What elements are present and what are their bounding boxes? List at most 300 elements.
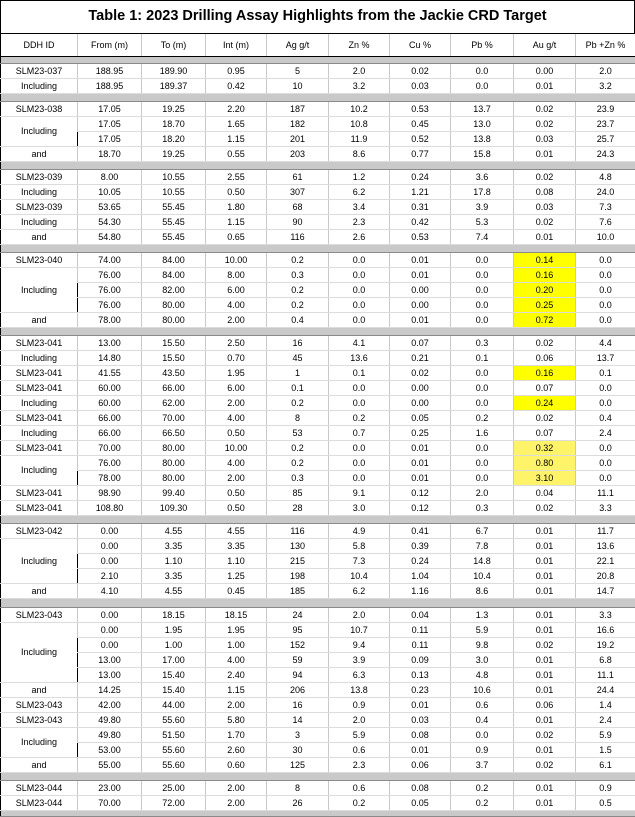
value-cell: 15.40 [142, 668, 206, 683]
table-row [1, 215, 635, 230]
value-cell: 2.6 [329, 230, 390, 245]
value-cell: 0.1 [576, 366, 635, 381]
group-separator [1, 94, 635, 102]
value-cell: 1.10 [142, 554, 206, 569]
value-cell: 109.30 [142, 501, 206, 516]
value-cell: 43.50 [142, 366, 206, 381]
value-cell: 0.41 [390, 524, 451, 539]
value-cell: 14.7 [576, 584, 635, 599]
value-cell: 20.8 [576, 569, 635, 584]
value-cell: 0.9 [329, 698, 390, 713]
value-cell: 8 [267, 411, 329, 426]
value-cell: 0.0 [329, 441, 390, 456]
table-row [1, 336, 635, 351]
header-row [1, 34, 635, 57]
separator-bar [1, 245, 635, 253]
value-cell: 0.95 [206, 64, 267, 79]
value-cell: 0.0 [576, 298, 635, 313]
value-cell: 108.80 [78, 501, 142, 516]
value-cell: 0.05 [390, 411, 451, 426]
au-value-cell: 0.06 [514, 351, 576, 366]
group-separator [1, 516, 635, 524]
separator-bar [1, 773, 635, 781]
value-cell: 15.40 [142, 683, 206, 698]
value-cell: 3 [267, 728, 329, 743]
value-cell: 0.45 [206, 584, 267, 599]
value-cell: 0.01 [390, 698, 451, 713]
value-cell: 11.1 [576, 486, 635, 501]
ddh-id-cell: Including [1, 456, 78, 486]
separator-bar [1, 811, 635, 817]
au-value-cell: 0.00 [514, 64, 576, 79]
ddh-id-cell: Including [1, 426, 78, 441]
value-cell: 0.0 [329, 456, 390, 471]
value-cell: 80.00 [142, 441, 206, 456]
value-cell: 25.00 [142, 781, 206, 796]
value-cell: 0.05 [390, 796, 451, 811]
value-cell: 8 [267, 781, 329, 796]
ddh-id-cell: and [1, 584, 78, 599]
value-cell: 1.15 [206, 683, 267, 698]
value-cell: 116 [267, 230, 329, 245]
value-cell: 0.21 [390, 351, 451, 366]
value-cell: 55.45 [142, 215, 206, 230]
value-cell: 4.00 [206, 298, 267, 313]
value-cell: 80.00 [142, 456, 206, 471]
value-cell: 2.00 [206, 471, 267, 486]
separator-bar [1, 599, 635, 608]
value-cell: 7.3 [329, 554, 390, 569]
value-cell: 7.8 [451, 539, 514, 554]
value-cell: 55.60 [142, 758, 206, 773]
value-cell: 0.4 [576, 411, 635, 426]
au-value-cell: 0.03 [514, 200, 576, 215]
value-cell: 3.0 [451, 653, 514, 668]
value-cell: 17.05 [78, 117, 142, 132]
value-cell: 0.39 [390, 539, 451, 554]
value-cell: 0.01 [390, 471, 451, 486]
value-cell: 0.2 [451, 781, 514, 796]
table-row [1, 170, 635, 185]
value-cell: 9.1 [329, 486, 390, 501]
value-cell: 0.7 [329, 426, 390, 441]
value-cell: 59 [267, 653, 329, 668]
value-cell: 187 [267, 102, 329, 117]
au-value-cell: 0.02 [514, 170, 576, 185]
value-cell: 78.00 [78, 471, 142, 486]
table-row [1, 539, 635, 554]
table-row [1, 569, 635, 584]
separator-bar [1, 57, 635, 64]
value-cell: 19.25 [142, 147, 206, 162]
value-cell: 2.0 [329, 713, 390, 728]
au-value-cell: 0.06 [514, 698, 576, 713]
value-cell: 0.00 [78, 608, 142, 623]
value-cell: 10.4 [329, 569, 390, 584]
value-cell: 80.00 [142, 298, 206, 313]
value-cell: 84.00 [142, 253, 206, 268]
value-cell: 10.55 [142, 170, 206, 185]
table-row [1, 524, 635, 539]
table-header [1, 34, 635, 57]
table-row [1, 298, 635, 313]
table-row [1, 283, 635, 298]
value-cell: 18.20 [142, 132, 206, 147]
value-cell: 6.7 [451, 524, 514, 539]
table-row [1, 64, 635, 79]
table-row [1, 411, 635, 426]
table-row [1, 396, 635, 411]
value-cell: 95 [267, 623, 329, 638]
au-value-cell: 0.03 [514, 132, 576, 147]
value-cell: 0.50 [206, 501, 267, 516]
value-cell: 15.50 [142, 336, 206, 351]
value-cell: 0.50 [206, 426, 267, 441]
value-cell: 0.04 [390, 608, 451, 623]
ddh-id-cell: SLM23-043 [1, 608, 78, 623]
assay-table [0, 33, 635, 817]
value-cell: 1.16 [390, 584, 451, 599]
group-separator [1, 57, 635, 64]
value-cell: 0.00 [390, 298, 451, 313]
value-cell: 2.60 [206, 743, 267, 758]
value-cell: 10.55 [142, 185, 206, 200]
value-cell: 0.4 [267, 313, 329, 328]
au-value-cell: 0.01 [514, 781, 576, 796]
value-cell: 55.00 [78, 758, 142, 773]
value-cell: 1.95 [206, 623, 267, 638]
value-cell: 2.00 [206, 396, 267, 411]
value-cell: 3.0 [329, 501, 390, 516]
value-cell: 42.00 [78, 698, 142, 713]
value-cell: 0.0 [576, 283, 635, 298]
ddh-id-cell: SLM23-044 [1, 796, 78, 811]
value-cell: 4.55 [142, 584, 206, 599]
value-cell: 2.00 [206, 313, 267, 328]
column-header: DDH ID [1, 34, 78, 57]
value-cell: 0.12 [390, 501, 451, 516]
ddh-id-cell: and [1, 683, 78, 698]
value-cell: 1.70 [206, 728, 267, 743]
value-cell: 2.20 [206, 102, 267, 117]
value-cell: 19.25 [142, 102, 206, 117]
value-cell: 17.05 [78, 102, 142, 117]
column-header: Pb % [451, 34, 514, 57]
value-cell: 125 [267, 758, 329, 773]
value-cell: 76.00 [78, 283, 142, 298]
value-cell: 66.00 [78, 426, 142, 441]
au-value-cell: 0.01 [514, 539, 576, 554]
value-cell: 0.9 [576, 781, 635, 796]
value-cell: 74.00 [78, 253, 142, 268]
value-cell: 0.0 [451, 79, 514, 94]
value-cell: 10.05 [78, 185, 142, 200]
table-row [1, 268, 635, 283]
value-cell: 14.25 [78, 683, 142, 698]
value-cell: 5.80 [206, 713, 267, 728]
value-cell: 7.6 [576, 215, 635, 230]
value-cell: 0.0 [451, 64, 514, 79]
value-cell: 0.55 [206, 147, 267, 162]
au-value-cell: 0.72 [514, 313, 576, 328]
separator-bar [1, 94, 635, 102]
value-cell: 66.00 [142, 381, 206, 396]
au-value-cell: 0.14 [514, 253, 576, 268]
table-row [1, 608, 635, 623]
value-cell: 16 [267, 698, 329, 713]
value-cell: 45 [267, 351, 329, 366]
ddh-id-cell: Including [1, 351, 78, 366]
value-cell: 1.95 [206, 366, 267, 381]
value-cell: 0.60 [206, 758, 267, 773]
value-cell: 10.8 [329, 117, 390, 132]
value-cell: 116 [267, 524, 329, 539]
value-cell: 13.0 [451, 117, 514, 132]
value-cell: 0.2 [267, 298, 329, 313]
value-cell: 10 [267, 79, 329, 94]
value-cell: 0.11 [390, 623, 451, 638]
value-cell: 2.55 [206, 170, 267, 185]
value-cell: 0.70 [206, 351, 267, 366]
table-row [1, 554, 635, 569]
ddh-id-cell: SLM23-041 [1, 411, 78, 426]
value-cell: 11.1 [576, 668, 635, 683]
au-value-cell: 0.01 [514, 584, 576, 599]
value-cell: 0.31 [390, 200, 451, 215]
table-row [1, 426, 635, 441]
value-cell: 2.4 [576, 426, 635, 441]
value-cell: 10.00 [206, 253, 267, 268]
value-cell: 3.3 [576, 501, 635, 516]
value-cell: 14 [267, 713, 329, 728]
value-cell: 3.35 [206, 539, 267, 554]
table-row [1, 366, 635, 381]
value-cell: 0.6 [329, 743, 390, 758]
value-cell: 1.10 [206, 554, 267, 569]
au-value-cell: 0.01 [514, 668, 576, 683]
value-cell: 7.3 [576, 200, 635, 215]
ddh-id-cell: SLM23-041 [1, 486, 78, 501]
value-cell: 99.40 [142, 486, 206, 501]
value-cell: 53.65 [78, 200, 142, 215]
value-cell: 4.00 [206, 456, 267, 471]
value-cell: 2.00 [206, 781, 267, 796]
value-cell: 0.0 [576, 456, 635, 471]
value-cell: 3.3 [576, 608, 635, 623]
value-cell: 1.65 [206, 117, 267, 132]
au-value-cell: 0.02 [514, 501, 576, 516]
value-cell: 22.1 [576, 554, 635, 569]
value-cell: 4.8 [576, 170, 635, 185]
au-value-cell: 0.02 [514, 117, 576, 132]
value-cell: 60.00 [78, 381, 142, 396]
value-cell: 201 [267, 132, 329, 147]
value-cell: 0.01 [390, 313, 451, 328]
au-value-cell: 0.02 [514, 336, 576, 351]
value-cell: 188.95 [78, 64, 142, 79]
column-header: Cu % [390, 34, 451, 57]
table-row [1, 501, 635, 516]
value-cell: 0.25 [390, 426, 451, 441]
table-row [1, 623, 635, 638]
value-cell: 53 [267, 426, 329, 441]
value-cell: 11.7 [576, 524, 635, 539]
value-cell: 0.13 [390, 668, 451, 683]
value-cell: 0.0 [451, 366, 514, 381]
value-cell: 5 [267, 64, 329, 79]
value-cell: 0.08 [390, 728, 451, 743]
value-cell: 5.9 [451, 623, 514, 638]
table-row [1, 638, 635, 653]
table-row [1, 713, 635, 728]
value-cell: 9.4 [329, 638, 390, 653]
value-cell: 0.0 [329, 471, 390, 486]
value-cell: 70.00 [142, 411, 206, 426]
value-cell: 0.00 [78, 623, 142, 638]
value-cell: 0.0 [451, 381, 514, 396]
ddh-id-cell: SLM23-039 [1, 170, 78, 185]
value-cell: 16 [267, 336, 329, 351]
value-cell: 0.0 [451, 283, 514, 298]
value-cell: 0.00 [78, 638, 142, 653]
separator-bar [1, 162, 635, 170]
value-cell: 8.00 [206, 268, 267, 283]
value-cell: 10.2 [329, 102, 390, 117]
value-cell: 76.00 [78, 298, 142, 313]
value-cell: 6.00 [206, 283, 267, 298]
value-cell: 10.00 [206, 441, 267, 456]
column-header: Pb +Zn % [576, 34, 635, 57]
value-cell: 13.6 [329, 351, 390, 366]
value-cell: 10.4 [451, 569, 514, 584]
value-cell: 2.50 [206, 336, 267, 351]
value-cell: 13.00 [78, 336, 142, 351]
value-cell: 4.8 [451, 668, 514, 683]
value-cell: 0.5 [576, 796, 635, 811]
value-cell: 0.2 [329, 796, 390, 811]
separator-bar [1, 516, 635, 524]
value-cell: 0.01 [390, 253, 451, 268]
au-value-cell: 0.02 [514, 411, 576, 426]
table-row [1, 471, 635, 486]
value-cell: 6.1 [576, 758, 635, 773]
value-cell: 28 [267, 501, 329, 516]
table-row [1, 117, 635, 132]
value-cell: 10.0 [576, 230, 635, 245]
value-cell: 0.0 [451, 441, 514, 456]
value-cell: 30 [267, 743, 329, 758]
value-cell: 188.95 [78, 79, 142, 94]
value-cell: 0.03 [390, 79, 451, 94]
au-value-cell: 0.01 [514, 554, 576, 569]
value-cell: 16.6 [576, 623, 635, 638]
value-cell: 0.0 [576, 471, 635, 486]
value-cell: 8.6 [451, 584, 514, 599]
table-row [1, 313, 635, 328]
au-value-cell: 0.01 [514, 683, 576, 698]
table-row [1, 758, 635, 773]
au-value-cell: 0.16 [514, 366, 576, 381]
value-cell: 10.7 [329, 623, 390, 638]
value-cell: 2.4 [576, 713, 635, 728]
value-cell: 17.8 [451, 185, 514, 200]
au-value-cell: 0.04 [514, 486, 576, 501]
value-cell: 0.2 [267, 283, 329, 298]
value-cell: 70.00 [78, 796, 142, 811]
value-cell: 84.00 [142, 268, 206, 283]
value-cell: 2.00 [206, 698, 267, 713]
ddh-id-cell: SLM23-041 [1, 381, 78, 396]
table-row [1, 230, 635, 245]
value-cell: 0.00 [390, 381, 451, 396]
value-cell: 0.00 [390, 283, 451, 298]
value-cell: 68 [267, 200, 329, 215]
group-separator [1, 773, 635, 781]
value-cell: 0.03 [390, 713, 451, 728]
ddh-id-cell: SLM23-041 [1, 336, 78, 351]
value-cell: 2.40 [206, 668, 267, 683]
value-cell: 66.50 [142, 426, 206, 441]
value-cell: 6.8 [576, 653, 635, 668]
value-cell: 189.37 [142, 79, 206, 94]
value-cell: 0.42 [390, 215, 451, 230]
value-cell: 3.2 [329, 79, 390, 94]
value-cell: 0.1 [329, 366, 390, 381]
table-row [1, 653, 635, 668]
value-cell: 24.3 [576, 147, 635, 162]
au-value-cell: 0.01 [514, 653, 576, 668]
value-cell: 5.9 [329, 728, 390, 743]
value-cell: 13.00 [78, 653, 142, 668]
value-cell: 26 [267, 796, 329, 811]
value-cell: 0.2 [267, 441, 329, 456]
value-cell: 0.4 [451, 713, 514, 728]
value-cell: 49.80 [78, 713, 142, 728]
value-cell: 0.02 [390, 366, 451, 381]
value-cell: 0.0 [451, 253, 514, 268]
ddh-id-cell: Including [1, 539, 78, 584]
value-cell: 0.06 [390, 758, 451, 773]
value-cell: 0.0 [329, 381, 390, 396]
value-cell: 1 [267, 366, 329, 381]
ddh-id-cell: Including [1, 728, 78, 758]
value-cell: 66.00 [78, 411, 142, 426]
value-cell: 0.0 [576, 381, 635, 396]
ddh-id-cell: Including [1, 117, 78, 147]
value-cell: 185 [267, 584, 329, 599]
table-row [1, 79, 635, 94]
value-cell: 0.0 [329, 298, 390, 313]
au-value-cell: 0.32 [514, 441, 576, 456]
au-value-cell: 0.07 [514, 381, 576, 396]
value-cell: 49.80 [78, 728, 142, 743]
value-cell: 54.30 [78, 215, 142, 230]
ddh-id-cell: SLM23-043 [1, 698, 78, 713]
column-header: Au g/t [514, 34, 576, 57]
value-cell: 18.70 [142, 117, 206, 132]
value-cell: 4.9 [329, 524, 390, 539]
table-row [1, 728, 635, 743]
column-header: From (m) [78, 34, 142, 57]
value-cell: 0.23 [390, 683, 451, 698]
value-cell: 0.0 [451, 456, 514, 471]
value-cell: 13.7 [451, 102, 514, 117]
value-cell: 206 [267, 683, 329, 698]
value-cell: 13.8 [451, 132, 514, 147]
table-row [1, 381, 635, 396]
value-cell: 0.0 [329, 253, 390, 268]
value-cell: 2.3 [329, 215, 390, 230]
